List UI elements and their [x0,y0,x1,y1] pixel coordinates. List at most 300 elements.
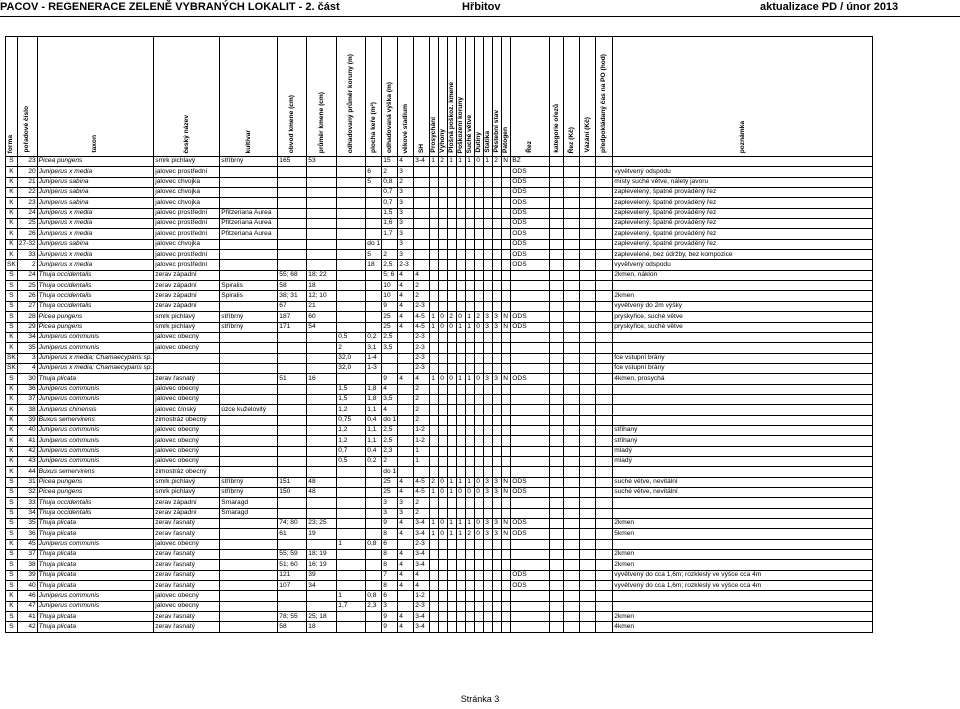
cell-prosychani [430,188,439,198]
cell-prumer-kmene [307,239,337,249]
cell-kategorie-orezu [550,301,564,311]
cell-suche-vetve [466,219,475,229]
column-header-poskozeni-koruny [457,37,466,157]
cell-vyhony [439,198,448,208]
cell-prumer-koruny [337,260,366,270]
cell-vekove-stadium: 4 [398,322,414,332]
cell-rez-kc [564,229,580,239]
cell-plocha-kere [366,498,382,508]
cell-rez-kc [564,384,580,394]
cell-vazani-kc [580,539,596,549]
cell-poskoz-kmene [448,332,457,342]
cell-prosychani [430,281,439,291]
cell-statika: 3 [484,519,493,529]
cell-poznamka: pryskyřice, suché větve [613,322,873,332]
cell-obvod-kmene [278,601,307,611]
cell-vazani-kc [580,157,596,167]
cell-poskozeni-koruny [457,167,466,177]
cell-suche-vetve: 1 [466,157,475,167]
cell-rez-kc [564,436,580,446]
cell-poradove-cislo: 38 [17,560,37,570]
cell-poskoz-kmene [448,425,457,435]
cell-poznamka: 4kmen [613,622,873,632]
cell-vekove-stadium: 3 [398,188,414,198]
column-header-rez-kc [564,37,580,157]
cell-obvod-kmene: 58 [278,622,307,632]
cell-patogen [502,250,511,260]
cell-poskozeni-koruny: 1 [457,322,466,332]
cell-dutiny [475,343,484,353]
cell-kultivar [220,529,278,539]
cell-patogen [502,332,511,342]
cell-rez-kc [564,425,580,435]
cell-rez: ODS [511,322,550,332]
cell-obvod-kmene [278,591,307,601]
cell-kategorie-orezu [550,281,564,291]
cell-plocha-kere [366,291,382,301]
cell-poznamka: 2kmen [613,560,873,570]
cell-vazani-kc [580,601,596,611]
cell-rez-kc [564,322,580,332]
cell-kategorie-orezu [550,446,564,456]
cell-poradove-cislo: 37 [17,394,37,404]
cell-vekove-stadium [398,363,414,373]
cell-patogen [502,343,511,353]
cell-sh: 2-3 [414,343,430,353]
cell-prumer-kmene [307,363,337,373]
cell-poradove-cislo: 40 [17,581,37,591]
cell-poradove-cislo: 34 [17,508,37,518]
cell-taxon: Thuja occidentalis [37,291,154,301]
cell-prosychani [430,260,439,270]
cell-poskoz-kmene [448,239,457,249]
column-header-label: Výhony [439,129,447,153]
cell-plocha-kere [366,322,382,332]
cell-obvod-kmene: 121 [278,570,307,580]
cell-kategorie-orezu [550,239,564,249]
cell-vazani-kc [580,229,596,239]
cell-poskoz-kmene: 2 [448,312,457,322]
cell-patogen: N [502,529,511,539]
cell-patogen [502,436,511,446]
cell-prumer-koruny: 1,2 [337,436,366,446]
cell-prumer-koruny [337,519,366,529]
cell-vyhony [439,570,448,580]
cell-poradove-cislo: 35 [17,519,37,529]
cell-vekove-stadium: 3 [398,208,414,218]
cell-vyhony [439,436,448,446]
cell-poskozeni-koruny [457,229,466,239]
cell-poradove-cislo: 36 [17,529,37,539]
cell-cas-po [596,446,613,456]
cell-sh [414,188,430,198]
cell-obvod-kmene: 51 [278,374,307,384]
cell-forma: K [6,208,18,218]
cell-poskoz-kmene [448,498,457,508]
cell-sh [414,177,430,187]
cell-prumer-koruny [337,281,366,291]
cell-suche-vetve [466,508,475,518]
cell-patogen [502,446,511,456]
cell-cesky-nazev: zerav západní [154,291,220,301]
cell-pestebni-stav [493,446,502,456]
cell-poskoz-kmene [448,188,457,198]
cell-cas-po [596,167,613,177]
cell-poznamka: zaplevelený, špatně prováděný řez [613,208,873,218]
cell-dutiny [475,550,484,560]
cell-vyska: 1,5 [382,208,398,218]
cell-prumer-kmene [307,229,337,239]
cell-prumer-kmene [307,343,337,353]
cell-taxon: Juniperus x media [37,260,154,270]
column-header-poradove-cislo [17,37,37,157]
cell-poznamka: pryskyřice, suché větve [613,312,873,322]
cell-statika [484,425,493,435]
cell-sh [414,208,430,218]
cell-rez-kc [564,312,580,322]
cell-sh: 2 [414,281,430,291]
cell-poskoz-kmene [448,384,457,394]
cell-dutiny [475,260,484,270]
cell-cas-po [596,570,613,580]
cell-plocha-kere: 0,8 [366,539,382,549]
column-header-obvod-kmene [278,37,307,157]
cell-prumer-kmene [307,353,337,363]
cell-forma: K [6,405,18,415]
cell-poradove-cislo: 23 [17,198,37,208]
column-header-kultivar [220,37,278,157]
cell-poskoz-kmene [448,570,457,580]
cell-forma: SK [6,353,18,363]
cell-poskozeni-koruny [457,467,466,477]
column-header-label: Patogen [502,126,510,153]
cell-plocha-kere: 0,8 [366,591,382,601]
cell-cesky-nazev: zimostráz obecný [154,415,220,425]
cell-kategorie-orezu [550,322,564,332]
cell-prumer-kmene [307,208,337,218]
cell-prumer-kmene: 34 [307,581,337,591]
cell-kultivar: Smaragd [220,498,278,508]
cell-plocha-kere [366,188,382,198]
cell-prumer-kmene [307,167,337,177]
cell-patogen [502,188,511,198]
cell-taxon: Thuja plicata [37,581,154,591]
cell-rez-kc [564,353,580,363]
cell-poskoz-kmene [448,301,457,311]
cell-prosychani [430,612,439,622]
cell-cas-po [596,157,613,167]
cell-poradove-cislo: 44 [17,467,37,477]
cell-rez: ODS [511,188,550,198]
cell-vazani-kc [580,208,596,218]
cell-vyska: do 1 [382,415,398,425]
cell-kultivar [220,374,278,384]
cell-vyska: 3 [382,601,398,611]
cell-plocha-kere [366,622,382,632]
cell-pestebni-stav [493,208,502,218]
cell-pestebni-stav [493,591,502,601]
cell-vyska: 4 [382,405,398,415]
cell-vyhony [439,550,448,560]
cell-kategorie-orezu [550,291,564,301]
cell-prumer-koruny [337,250,366,260]
cell-prumer-koruny: 1,2 [337,425,366,435]
cell-dutiny [475,570,484,580]
cell-patogen [502,291,511,301]
cell-vazani-kc [580,343,596,353]
cell-cesky-nazev: jalovec obecný [154,332,220,342]
column-header-label: plocha keře (m²) [369,102,377,153]
cell-forma: S [6,322,18,332]
cell-prumer-kmene: 53 [307,157,337,167]
cell-obvod-kmene: 58 [278,281,307,291]
cell-patogen [502,591,511,601]
cell-cesky-nazev: jalovec chvojka [154,198,220,208]
cell-vyhony [439,332,448,342]
cell-cas-po [596,581,613,591]
cell-kategorie-orezu [550,188,564,198]
cell-poradove-cislo: 24 [17,208,37,218]
cell-taxon: Thuja plicata [37,570,154,580]
cell-vyska: 15 [382,157,398,167]
cell-sh: 3-4 [414,519,430,529]
cell-poskoz-kmene [448,270,457,280]
cell-prumer-koruny [337,529,366,539]
cell-kultivar [220,353,278,363]
cell-vyhony [439,167,448,177]
cell-kategorie-orezu [550,456,564,466]
column-header-label: Dutiny [475,132,483,153]
column-header-dutiny [475,37,484,157]
table-row [6,260,873,270]
cell-vyska: 2 [382,250,398,260]
cell-poskozeni-koruny [457,353,466,363]
cell-cesky-nazev: jalovec prostřední [154,219,220,229]
cell-statika [484,622,493,632]
cell-statika [484,405,493,415]
cell-rez-kc [564,591,580,601]
cell-prosychani [430,550,439,560]
cell-rez [511,498,550,508]
table-row [6,198,873,208]
cell-kategorie-orezu [550,498,564,508]
cell-poradove-cislo: 33 [17,498,37,508]
cell-prumer-koruny: 1,2 [337,405,366,415]
cell-forma: K [6,343,18,353]
cell-cesky-nazev: smrk pichlavý [154,488,220,498]
cell-kultivar: Spiralis [220,291,278,301]
cell-cesky-nazev: smrk pichlavý [154,477,220,487]
table-row [6,229,873,239]
cell-cas-po [596,550,613,560]
cell-vyska: 5; 6 [382,270,398,280]
cell-patogen [502,498,511,508]
cell-rez-kc [564,343,580,353]
table-row [6,167,873,177]
cell-forma: K [6,601,18,611]
cell-dutiny [475,498,484,508]
cell-plocha-kere [366,570,382,580]
cell-vekove-stadium: 3 [398,508,414,518]
cell-taxon: Picea pungens [37,477,154,487]
cell-vyska: 25 [382,477,398,487]
cell-forma: S [6,477,18,487]
cell-taxon: Juniperus x media [37,229,154,239]
cell-suche-vetve [466,270,475,280]
cell-suche-vetve: 1 [466,322,475,332]
cell-vyska: 3,5 [382,394,398,404]
table-row [6,374,873,384]
cell-vyhony [439,394,448,404]
cell-prumer-kmene [307,446,337,456]
cell-poznamka [613,405,873,415]
cell-rez: ODS [511,260,550,270]
cell-taxon: Juniperus communis [37,436,154,446]
cell-vyhony: 0 [439,312,448,322]
cell-pestebni-stav [493,550,502,560]
cell-cas-po [596,374,613,384]
cell-poznamka: fce vstupní brány [613,353,873,363]
cell-rez-kc [564,488,580,498]
cell-taxon: Juniperus communis [37,591,154,601]
cell-poradove-cislo: 45 [17,539,37,549]
cell-cas-po [596,363,613,373]
cell-prosychani [430,219,439,229]
cell-kategorie-orezu [550,425,564,435]
cell-rez [511,425,550,435]
cell-cas-po [596,622,613,632]
cell-pestebni-stav [493,601,502,611]
cell-suche-vetve [466,467,475,477]
cell-poskoz-kmene [448,219,457,229]
cell-taxon: Thuja plicata [37,560,154,570]
cell-statika [484,250,493,260]
cell-plocha-kere [366,281,382,291]
cell-plocha-kere [366,219,382,229]
cell-rez [511,436,550,446]
cell-cesky-nazev: jalovec prostřední [154,250,220,260]
cell-taxon: Thuja occidentalis [37,508,154,518]
cell-sh: 4-5 [414,322,430,332]
cell-poznamka [613,281,873,291]
cell-forma: K [6,394,18,404]
cell-poradove-cislo: 25 [17,281,37,291]
cell-kultivar [220,612,278,622]
cell-poradove-cislo: 31 [17,477,37,487]
cell-dutiny [475,250,484,260]
cell-statika [484,188,493,198]
cell-sh: 2 [414,384,430,394]
cell-pestebni-stav [493,415,502,425]
cell-vyska: 3,5 [382,343,398,353]
cell-obvod-kmene [278,384,307,394]
cell-obvod-kmene: 151 [278,477,307,487]
cell-rez [511,550,550,560]
cell-prumer-koruny: 1,5 [337,394,366,404]
cell-poskozeni-koruny [457,622,466,632]
cell-poradove-cislo: 37 [17,550,37,560]
cell-suche-vetve [466,550,475,560]
cell-sh: 2 [414,508,430,518]
cell-poskoz-kmene [448,363,457,373]
cell-prosychani [430,177,439,187]
cell-kategorie-orezu [550,477,564,487]
cell-poznamka: 2kmen, náklon [613,270,873,280]
cell-patogen [502,281,511,291]
cell-poskozeni-koruny [457,343,466,353]
cell-poznamka [613,343,873,353]
cell-patogen [502,394,511,404]
cell-poskoz-kmene [448,560,457,570]
cell-kategorie-orezu [550,508,564,518]
cell-cesky-nazev: zerav řasnatý [154,622,220,632]
cell-cas-po [596,260,613,270]
cell-prumer-koruny: 1,7 [337,601,366,611]
column-header-label: obvod kmene (cm) [288,94,296,153]
cell-poradove-cislo: 20 [17,167,37,177]
cell-cas-po [596,208,613,218]
cell-vazani-kc [580,219,596,229]
cell-poznamka: vyvětvený odspodu [613,167,873,177]
cell-patogen: N [502,322,511,332]
cell-plocha-kere [366,208,382,218]
cell-obvod-kmene [278,188,307,198]
cell-poradove-cislo: 25 [17,219,37,229]
cell-cas-po [596,291,613,301]
cell-prumer-koruny [337,570,366,580]
cell-prumer-koruny [337,219,366,229]
cell-kategorie-orezu [550,519,564,529]
cell-kultivar [220,301,278,311]
cell-poradove-cislo: 4 [17,363,37,373]
cell-vyhony [439,229,448,239]
cell-vazani-kc [580,519,596,529]
cell-poznamka [613,539,873,549]
cell-statika [484,467,493,477]
cell-kultivar [220,591,278,601]
cell-vazani-kc [580,591,596,601]
cell-obvod-kmene [278,498,307,508]
cell-suche-vetve [466,239,475,249]
cell-forma: SK [6,363,18,373]
cell-cas-po [596,177,613,187]
cell-poradove-cislo: 42 [17,446,37,456]
cell-rez [511,291,550,301]
cell-vazani-kc [580,405,596,415]
cell-rez-kc [564,446,580,456]
column-header-label: Řez (Kč) [567,126,575,153]
cell-vekove-stadium [398,436,414,446]
cell-cas-po [596,239,613,249]
cell-cas-po [596,456,613,466]
cell-prosychani [430,229,439,239]
cell-pestebni-stav [493,177,502,187]
cell-pestebni-stav [493,229,502,239]
cell-vekove-stadium: 3 [398,229,414,239]
cell-plocha-kere [366,550,382,560]
cell-obvod-kmene: 67 [278,301,307,311]
table-row [6,581,873,591]
cell-forma: K [6,250,18,260]
cell-plocha-kere: 1,8 [366,384,382,394]
cell-poskozeni-koruny [457,570,466,580]
cell-statika [484,550,493,560]
cell-forma: K [6,467,18,477]
cell-vyhony [439,208,448,218]
cell-vazani-kc [580,612,596,622]
cell-poskozeni-koruny [457,498,466,508]
cell-plocha-kere: 1,1 [366,425,382,435]
